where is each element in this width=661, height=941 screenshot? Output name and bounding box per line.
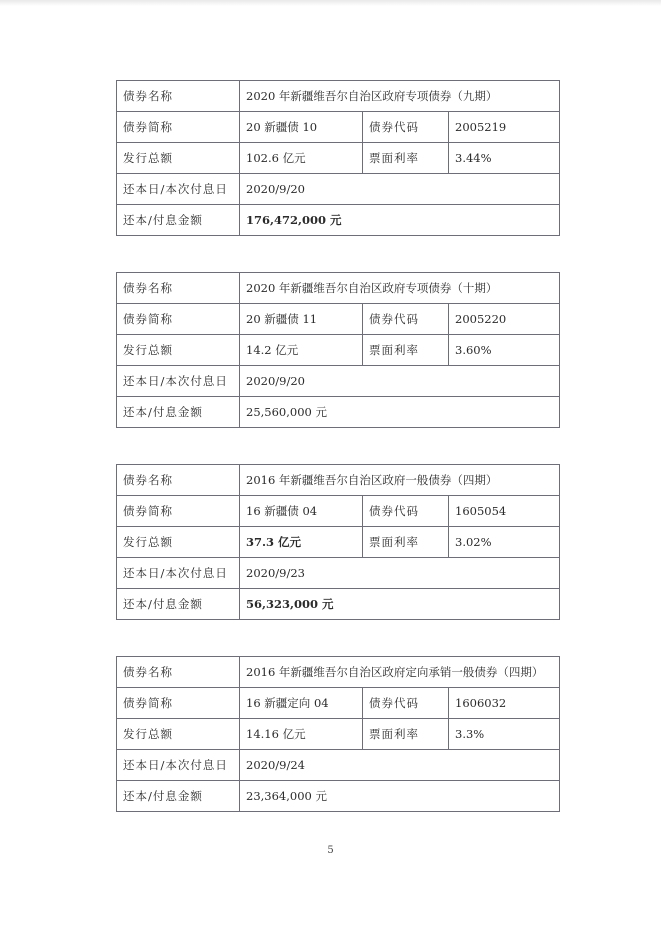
bond-total-value: 14.2 亿元 [240, 335, 363, 366]
bond-rate-value: 3.60% [449, 335, 560, 366]
bond-code-label: 债券代码 [363, 688, 449, 719]
bond-code-value: 1606032 [449, 688, 560, 719]
bond-date-label: 还本日/本次付息日 [117, 558, 240, 589]
bond-date-value: 2020/9/24 [240, 750, 560, 781]
bond-rate-label: 票面利率 [363, 335, 449, 366]
bond-total-row [117, 143, 560, 174]
bond-amount-label: 还本/付息金额 [117, 397, 240, 428]
bond-rate-value: 3.3% [449, 719, 560, 750]
bond-amount-row [117, 397, 560, 428]
bond-code-label: 债券代码 [363, 304, 449, 335]
bond-total-row [117, 719, 560, 750]
bond-date-row [117, 174, 560, 205]
page-number: 5 [327, 845, 334, 856]
bond-name-value: 2016 年新疆维吾尔自治区政府一般债券（四期） [240, 465, 560, 496]
bond-short-name-label: 债券简称 [117, 688, 240, 719]
bond-total-row [117, 527, 560, 558]
bond-name-label: 债券名称 [117, 81, 240, 112]
bond-total-value: 14.16 亿元 [240, 719, 363, 750]
bond-amount-row [117, 781, 560, 812]
bond-name-row [117, 465, 560, 496]
bond-short-name-value: 16 新疆债 04 [240, 496, 363, 527]
bond-total-label: 发行总额 [117, 719, 240, 750]
bond-short-name-value: 20 新疆债 11 [240, 304, 363, 335]
bond-name-row [117, 657, 560, 688]
bond-amount-row [117, 589, 560, 620]
bond-rate-value: 3.02% [449, 527, 560, 558]
bond-rate-value: 3.44% [449, 143, 560, 174]
bond-name-value: 2020 年新疆维吾尔自治区政府专项债券（九期） [240, 81, 560, 112]
bond-date-label: 还本日/本次付息日 [117, 750, 240, 781]
bond-amount-value: 176,472,000 元 [240, 205, 560, 236]
bond-name-row [117, 273, 560, 304]
bond-date-label: 还本日/本次付息日 [117, 366, 240, 397]
bond-name-label: 债券名称 [117, 657, 240, 688]
bond-total-row [117, 335, 560, 366]
bond-rate-label: 票面利率 [363, 143, 449, 174]
bond-code-value: 2005219 [449, 112, 560, 143]
bond-table [116, 656, 560, 812]
bond-name-label: 债券名称 [117, 465, 240, 496]
bond-total-label: 发行总额 [117, 335, 240, 366]
bond-amount-value: 25,560,000 元 [240, 397, 560, 428]
bond-name-value: 2020 年新疆维吾尔自治区政府专项债券（十期） [240, 273, 560, 304]
bond-short-name-label: 债券简称 [117, 496, 240, 527]
bond-code-value: 2005220 [449, 304, 560, 335]
bond-short-name-label: 债券简称 [117, 112, 240, 143]
bond-date-row [117, 558, 560, 589]
bond-amount-label: 还本/付息金额 [117, 205, 240, 236]
bond-total-label: 发行总额 [117, 143, 240, 174]
bond-total-value: 102.6 亿元 [240, 143, 363, 174]
bond-short-name-value: 16 新疆定向 04 [240, 688, 363, 719]
bond-amount-label: 还本/付息金额 [117, 589, 240, 620]
bond-amount-value: 56,323,000 元 [240, 589, 560, 620]
bond-date-label: 还本日/本次付息日 [117, 174, 240, 205]
bond-short-name-row [117, 112, 560, 143]
bond-table [116, 464, 560, 620]
bond-table [116, 272, 560, 428]
bond-short-name-label: 债券简称 [117, 304, 240, 335]
bond-date-value: 2020/9/23 [240, 558, 560, 589]
bond-date-row [117, 366, 560, 397]
bond-rate-label: 票面利率 [363, 527, 449, 558]
bond-name-label: 债券名称 [117, 273, 240, 304]
bond-table [116, 80, 560, 236]
bond-short-name-row [117, 496, 560, 527]
bond-short-name-value: 20 新疆债 10 [240, 112, 363, 143]
bond-date-value: 2020/9/20 [240, 366, 560, 397]
bond-short-name-row [117, 304, 560, 335]
bond-date-value: 2020/9/20 [240, 174, 560, 205]
bond-total-value: 37.3 亿元 [240, 527, 363, 558]
bond-rate-label: 票面利率 [363, 719, 449, 750]
bond-total-label: 发行总额 [117, 527, 240, 558]
bond-short-name-row [117, 688, 560, 719]
bond-date-row [117, 750, 560, 781]
bond-code-value: 1605054 [449, 496, 560, 527]
bond-code-label: 债券代码 [363, 112, 449, 143]
bond-name-row [117, 81, 560, 112]
bond-code-label: 债券代码 [363, 496, 449, 527]
bond-amount-row [117, 205, 560, 236]
bond-amount-value: 23,364,000 元 [240, 781, 560, 812]
bond-name-value: 2016 年新疆维吾尔自治区政府定向承销一般债券（四期） [240, 657, 560, 688]
bond-amount-label: 还本/付息金额 [117, 781, 240, 812]
